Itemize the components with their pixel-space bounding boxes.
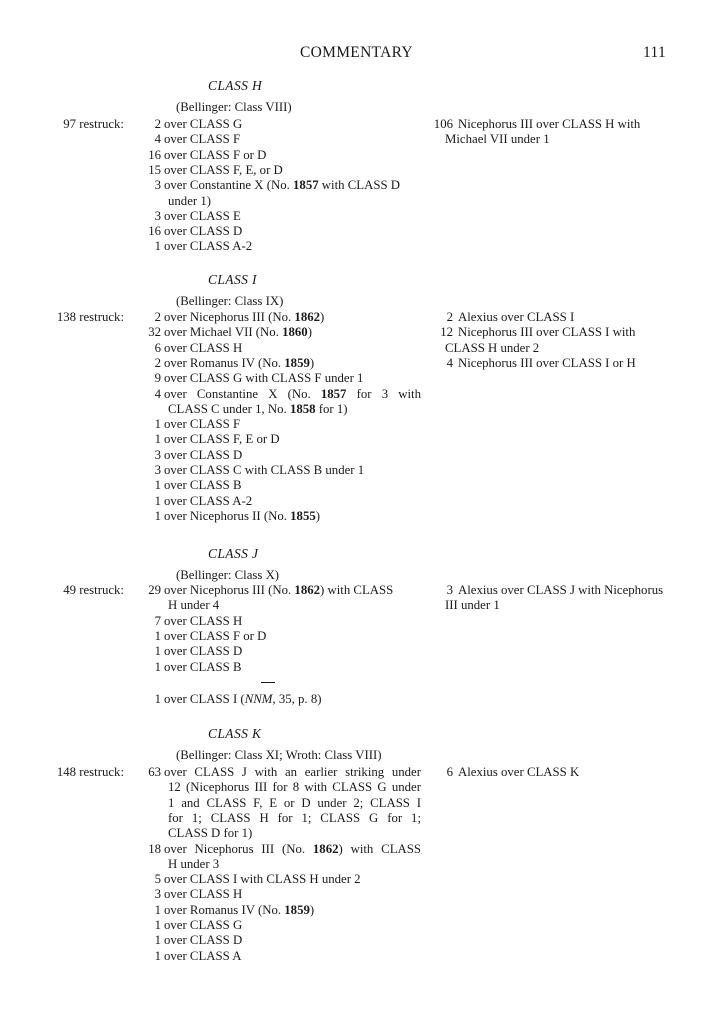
entry-count: 29 (148, 583, 161, 597)
journal-abbrev: NNM (244, 692, 273, 706)
entry-text-part: over CLASS H (164, 613, 243, 628)
restruck-count: 49 restruck: (63, 583, 124, 597)
entry-text-part: ) (309, 355, 315, 370)
entry-text-part: over CLASS F (164, 417, 241, 432)
entry-text (164, 371, 363, 386)
entry-count: 1 (154, 644, 161, 659)
entry-text (164, 325, 312, 340)
catalog-number: 1862 (312, 841, 339, 856)
entry-text (164, 310, 324, 325)
entry-text-part: CLASS D for 1) (168, 826, 253, 841)
catalog-number: 1855 (290, 508, 316, 523)
entry-count: 4 (154, 132, 161, 147)
catalog-number: 1860 (282, 325, 308, 340)
entry-text-part: over Nicephorus III (No. (164, 583, 295, 597)
entry-text (168, 811, 421, 826)
restruck-count: 138 restruck: (56, 310, 124, 324)
entry-text-part: over CLASS G (164, 117, 243, 131)
page-number: 111 (643, 44, 666, 61)
entry-text-part: 1 and CLASS F, E or D under 2; CLASS I (168, 795, 421, 810)
entry-count: 7 (154, 613, 161, 628)
entry-text-part: ) (315, 508, 321, 523)
entry-text-part: over CLASS G (164, 918, 243, 932)
catalog-number: 1857 (320, 386, 347, 401)
overstrike-count: 3 (446, 583, 453, 597)
entry-text (164, 132, 240, 147)
entry-text (164, 117, 242, 132)
entry-text-part: over CLASS I ( (164, 692, 245, 706)
overstrike-text: Alexius over CLASS J with Nicephorus (458, 583, 664, 597)
entry-text (164, 417, 240, 432)
entry-count: 2 (154, 117, 161, 131)
entry-count: 1 (154, 432, 161, 447)
entry-text-part: over CLASS G with CLASS F under 1 (164, 371, 364, 386)
entry-text-part: over Nicephorus III (No. (164, 310, 295, 324)
overstrike-count: 2 (446, 310, 453, 324)
entry-text (164, 239, 252, 254)
entry-text-part: over CLASS F, E, or D (164, 162, 283, 177)
entry-text-part: ) (309, 902, 315, 917)
entry-text-part: ) with CLASS (338, 841, 421, 856)
entry-text (168, 780, 421, 795)
overstrike-text: CLASS H under 2 (445, 340, 540, 355)
catalog-number: 1857 (293, 178, 319, 193)
entry-text-part: for 1) (315, 401, 348, 416)
entry-count: 1 (154, 417, 161, 432)
entry-text (168, 796, 421, 811)
entry-text (164, 494, 252, 509)
entry-text-part: over Constantine X (No. (164, 386, 321, 401)
entry-count: 1 (154, 659, 161, 674)
entry-count: 1 (154, 508, 161, 523)
entry-text-part: over CLASS D (164, 447, 243, 462)
class-heading: CLASS I (208, 272, 257, 287)
bellinger-reference: (Bellinger: Class X) (176, 568, 280, 582)
entry-text-part: with CLASS D (318, 178, 401, 193)
entry-count: 1 (154, 933, 161, 948)
entry-count: 5 (154, 872, 161, 887)
overstrike-count: 12 (440, 325, 453, 340)
entry-count: 1 (154, 239, 161, 254)
entry-text-part: ) with CLASS (320, 583, 394, 597)
bellinger-reference: (Bellinger: Class XI; Wroth: Class VIII) (176, 748, 382, 762)
overstrike-count: 6 (446, 765, 453, 779)
section-divider (261, 682, 275, 683)
catalog-number: 1862 (294, 583, 321, 597)
entry-text-part: , 35, p. 8) (272, 692, 322, 706)
entry-text-part: 12 (Nicephorus III for 8 with CLASS G under (168, 780, 421, 795)
entry-count: 18 (148, 841, 161, 856)
entry-count: 4 (154, 386, 161, 401)
entry-text (164, 148, 266, 163)
catalog-number: 1859 (284, 355, 310, 370)
entry-count: 63 (148, 765, 161, 779)
entry-text-part: over CLASS F (164, 132, 241, 147)
entry-count: 1 (154, 478, 161, 493)
entry-count: 3 (154, 178, 161, 193)
entry-text (164, 509, 320, 524)
entry-text (164, 463, 364, 478)
entry-text-part: H under 4 (168, 598, 220, 613)
entry-text (164, 903, 314, 918)
entry-text (168, 826, 252, 841)
entry-text (164, 448, 242, 463)
entry-text-part: over Romanus IV (No. (164, 902, 285, 917)
entry-text-part: over Michael VII (No. (164, 325, 283, 340)
entry-count: 1 (154, 918, 161, 932)
class-heading: CLASS K (208, 726, 262, 741)
entry-text (164, 356, 314, 371)
entry-text-part: over CLASS J with an earlier striking under (164, 765, 421, 779)
entry-text (168, 402, 348, 417)
entry-count: 2 (154, 310, 161, 324)
catalog-number: 1859 (284, 902, 310, 917)
entry-count: 1 (154, 493, 161, 508)
entry-text-part: over CLASS F or D (164, 628, 267, 643)
running-header-title: COMMENTARY (300, 44, 413, 61)
entry-count: 3 (154, 208, 161, 223)
entry-count: 1 (154, 628, 161, 643)
entry-count: 15 (148, 162, 161, 177)
entry-text (164, 918, 242, 933)
entry-text (164, 478, 242, 493)
entry-text-part: over CLASS H (164, 887, 243, 902)
entry-count: 1 (154, 948, 161, 963)
entry-count: 3 (154, 887, 161, 902)
overstrike-count: 4 (446, 355, 453, 370)
entry-text (164, 209, 241, 224)
entry-text (164, 644, 242, 659)
entry-text (164, 660, 242, 675)
entry-text-part: ) (307, 325, 312, 340)
entry-text-part: over CLASS A-2 (164, 239, 253, 254)
entry-text-part: H under 3 (168, 856, 220, 871)
class-heading: CLASS H (208, 78, 263, 93)
entry-text (164, 692, 321, 707)
entry-text-part: over CLASS A-2 (164, 493, 253, 508)
catalog-number: 1858 (289, 401, 316, 416)
class-heading: CLASS J (208, 546, 259, 561)
entry-text (164, 887, 242, 902)
restruck-count: 97 restruck: (63, 117, 124, 131)
overstrike-text: Nicephorus III over CLASS I with (458, 325, 636, 340)
entry-text-part: over CLASS C with CLASS B under 1 (164, 463, 365, 477)
entry-text (164, 629, 266, 644)
entry-text-part: over Nicephorus II (No. (164, 508, 291, 523)
entry-count: 2 (154, 355, 161, 370)
entry-text (164, 583, 393, 598)
entry-text-part: over CLASS I with CLASS H under 2 (164, 872, 361, 887)
entry-count: 1 (154, 692, 161, 706)
entry-text (164, 432, 280, 447)
entry-count: 1 (154, 902, 161, 917)
entry-text-part: over CLASS D (164, 224, 243, 239)
entry-text (164, 178, 400, 193)
entry-text (164, 341, 242, 356)
entry-count: 32 (148, 325, 161, 340)
entry-text (168, 598, 219, 613)
entry-count: 3 (154, 463, 161, 477)
entry-text-part: over CLASS D (164, 933, 243, 948)
restruck-count: 148 restruck: (56, 765, 124, 779)
entry-text-part: for 1; CLASS H for 1; CLASS G for 1; (168, 810, 421, 825)
entry-text (164, 614, 242, 629)
entry-text-part: over CLASS A (164, 948, 242, 963)
overstrike-text: Nicephorus III over CLASS H with (458, 117, 641, 131)
entry-text (164, 949, 242, 964)
entry-text (168, 194, 211, 209)
entry-text (164, 387, 421, 402)
entry-text-part: over CLASS H (164, 340, 243, 355)
entry-count: 16 (148, 224, 161, 239)
catalog-number: 1862 (294, 310, 321, 324)
entry-text (164, 842, 421, 857)
entry-text (164, 224, 242, 239)
entry-count: 3 (154, 447, 161, 462)
overstrike-count: 106 (433, 117, 453, 131)
entry-text-part: under 1) (168, 193, 211, 208)
bellinger-reference: (Bellinger: Class VIII) (176, 100, 292, 114)
entry-text (164, 765, 421, 780)
entry-text-part: over Nicephorus III (No. (164, 841, 313, 856)
entry-text-part: for 3 with (346, 386, 422, 401)
entry-text-part: over CLASS E (164, 208, 241, 223)
entry-text-part: over Romanus IV (No. (164, 355, 285, 370)
entry-text (164, 163, 283, 178)
entry-text (168, 857, 219, 872)
overstrike-text: Michael VII under 1 (445, 132, 550, 147)
entry-text-part: over CLASS B (164, 478, 242, 493)
entry-count: 6 (154, 340, 161, 355)
entry-text-part: over CLASS F, E or D (164, 432, 280, 447)
entry-text-part: over CLASS D (164, 644, 243, 659)
bellinger-reference: (Bellinger: Class IX) (176, 294, 284, 308)
overstrike-text: Alexius over CLASS I (458, 310, 575, 324)
entry-text (164, 933, 242, 948)
overstrike-text: III under 1 (445, 598, 500, 613)
entry-count: 9 (154, 371, 161, 386)
entry-text-part: ) (320, 310, 325, 324)
overstrike-text: Nicephorus III over CLASS I or H (458, 355, 636, 370)
entry-count: 16 (148, 147, 161, 162)
entry-text-part: over CLASS F or D (164, 147, 267, 162)
entry-text-part: over Constantine X (No. (164, 178, 294, 193)
entry-text (164, 872, 361, 887)
entry-text-part: CLASS C under 1, No. (168, 401, 290, 416)
overstrike-text: Alexius over CLASS K (458, 765, 580, 779)
entry-text-part: over CLASS B (164, 659, 242, 674)
